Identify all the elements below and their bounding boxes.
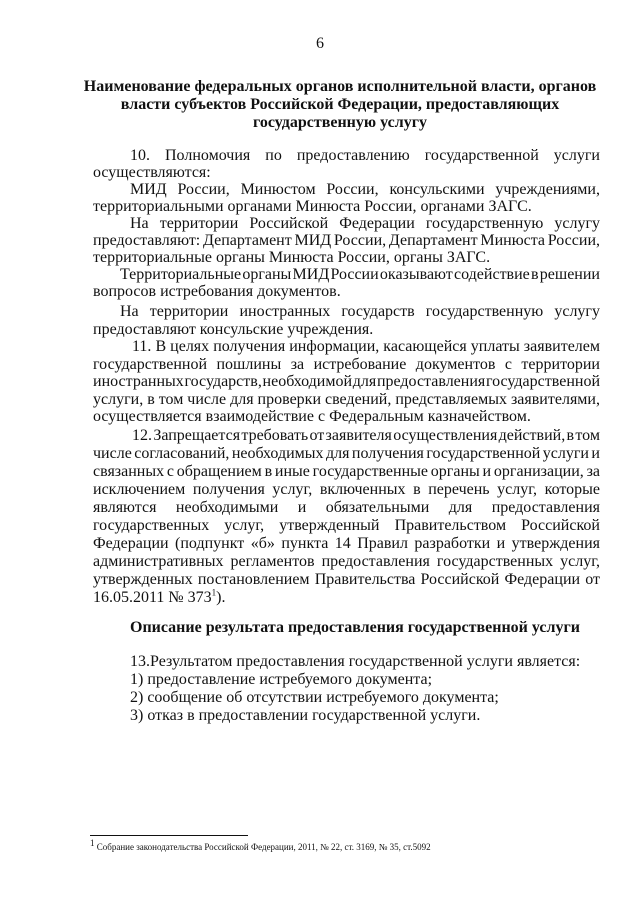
body-line: связанных с обращением в иные государственные органы и организации, за: [93, 463, 600, 480]
body-line: предоставляют: Департамент МИД России, Департамент Минюста России,: [93, 232, 601, 249]
body-line: исключением получения услуг, включенных в перечень услуг, которые: [93, 481, 600, 498]
body-line: Федерации (подпункт «б» пункта 14 Правил разработки и утверждения: [93, 535, 600, 552]
body-line: вопросов истребования документов.: [93, 283, 341, 300]
body-line: являются необходимыми и обязательными для предоставления: [93, 499, 600, 516]
body-line: государственных услуг, утвержденный Правительством Российской: [93, 517, 600, 534]
section-heading-line: Наименование федеральных органов исполнительной власти, органов: [83, 78, 597, 95]
result-line: 3) отказ в предоставлении государственной услуги.: [130, 707, 481, 724]
body-line: На территории Российской Федерации государственную услугу: [130, 215, 600, 232]
result-line: 1) предоставление истребуемого документа;: [130, 671, 433, 688]
body-line: осуществляется взаимодействие с Федеральным казначейством.: [93, 408, 531, 425]
body-line: 11. В целях получения информации, касающейся уплаты заявителем: [132, 338, 600, 355]
footnote-reference[interactable]: 1: [211, 587, 217, 598]
body-line: территориальные органы Минюста России, органы ЗАГС.: [93, 249, 491, 266]
footnote-mark: 1: [90, 838, 95, 848]
footnote-text: Собрание законодательства Российской Федерации, 2011, № 22, ст. 3169, № 35, ст.5092: [96, 842, 431, 852]
body-line: административных регламентов предоставления государственных услуг,: [93, 553, 600, 570]
body-line: На территории иностранных государств государственную услугу: [120, 303, 600, 320]
footnote-divider: [90, 835, 248, 836]
result-line: 2) сообщение об отсутствии истребуемого документа;: [130, 689, 499, 706]
body-line: государственной пошлины за истребование документов с территории: [93, 356, 600, 373]
body-line: предоставляют консульские учреждения.: [93, 321, 374, 338]
page-number: 6: [316, 35, 324, 52]
body-line: числе согласований, необходимых для получения государственной услуги и: [93, 445, 600, 462]
body-line: иностранных государств, необходимой для предоставления государственной: [93, 373, 601, 390]
section-heading-line: государственную услугу: [253, 114, 427, 131]
body-line-last: [93, 587, 600, 606]
body-line: утвержденных постановлением Правительства Российской Федерации от: [93, 571, 600, 588]
body-line: 12. Запрещается требовать от заявителя осуществления действий, в том: [132, 427, 600, 444]
body-line: территориальными органами Минюста России, органами ЗАГС.: [93, 198, 532, 215]
body-line: МИД России, Минюстом России, консульскими учреждениями,: [130, 181, 600, 198]
body-line: Территориальные органы МИД России оказывают содействие в решении: [120, 266, 600, 283]
section-heading-line: власти субъектов Российской Федерации, предоставляющих: [120, 96, 560, 113]
result-heading: Описание результата предоставления государственной услуги: [130, 619, 580, 636]
body-line: осуществляются:: [93, 164, 211, 181]
result-line: 13.Результатом предоставления государственной услуги является:: [130, 653, 581, 670]
body-line-text: 16.05.2011 № 373: [93, 589, 212, 606]
body-line: 10. Полномочия по предоставлению государственной услуги: [130, 147, 600, 164]
body-line-tail: ).: [216, 589, 226, 606]
body-line: услуги, в том числе для проверки сведений, представляемых заявителями,: [93, 391, 600, 408]
footnote: [90, 838, 431, 853]
